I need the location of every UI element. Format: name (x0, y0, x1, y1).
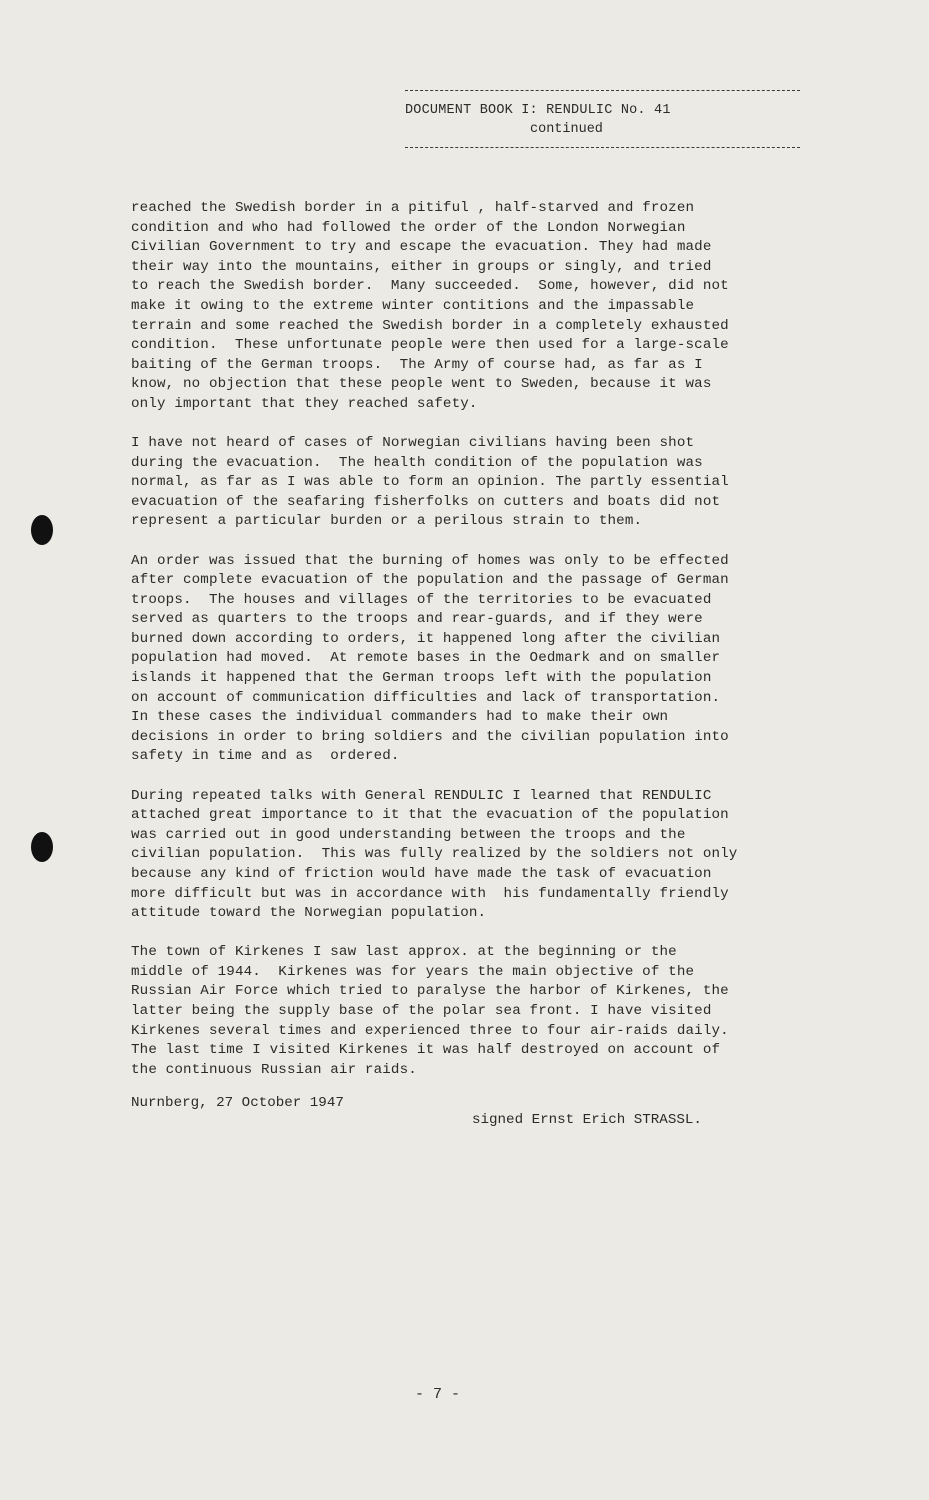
punch-hole (31, 832, 53, 862)
paragraph (131, 552, 821, 768)
text-line: more difficult but was in accordance with his fundamentally friendly (131, 885, 729, 902)
text-line: normal, as far as I was able to form an opinion. The partly essential (131, 474, 729, 491)
text-line: terrain and some reached the Swedish border in a completely exhausted (131, 317, 729, 334)
text-line: the continuous Russian air raids. (131, 1061, 417, 1078)
text-line: condition. These unfortunate people were then used for a large-scale (131, 337, 729, 354)
text-line: evacuation of the seafaring fisherfolks on cutters and boats did not (131, 493, 721, 510)
text-line: I have not heard of cases of Norwegian civilians having been shot (131, 435, 695, 452)
text-line: safety in time and as ordered. (131, 748, 400, 765)
text-line: Russian Air Force which tried to paralyse the harbor of Kirkenes, the (131, 983, 729, 1000)
paragraph (131, 943, 821, 1080)
document-book-title: DOCUMENT BOOK I: RENDULIC No. 41 (405, 103, 671, 118)
continued-label: continued (530, 122, 603, 137)
text-line: decisions in order to bring soldiers and the civilian population into (131, 728, 729, 745)
text-line: know, no objection that these people went to Sweden, because it was (131, 376, 712, 393)
text-line: condition and who had followed the order of the London Norwegian (131, 219, 686, 236)
text-line: Civilian Government to try and escape the evacuation. They had made (131, 239, 712, 256)
text-line: baiting of the German troops. The Army of course had, as far as I (131, 356, 703, 373)
paragraph (131, 787, 821, 924)
text-line: make it owing to the extreme winter contitions and the impassable (131, 297, 695, 314)
text-line: attitude toward the Norwegian population. (131, 905, 487, 922)
text-line: The last time I visited Kirkenes it was half destroyed on account of (131, 1042, 721, 1059)
text-line: only important that they reached safety. (131, 395, 478, 412)
text-line: An order was issued that the burning of homes was only to be effected (131, 552, 729, 569)
text-line: served as quarters to the troops and rear-guards, and if they were (131, 611, 703, 628)
document-header (405, 90, 805, 148)
header-rule-bottom (405, 147, 800, 148)
paragraph (131, 199, 821, 415)
text-line: their way into the mountains, either in groups or singly, and tried (131, 258, 712, 275)
text-line: on account of communication difficulties and lack of transportation. (131, 689, 721, 706)
place-and-date: Nurnberg, 27 October 1947 (131, 1095, 344, 1111)
text-line: was carried out in good understanding between the troops and the (131, 826, 686, 843)
text-line: During repeated talks with General RENDULIC I learned that RENDULIC (131, 787, 712, 804)
punch-hole (31, 515, 53, 545)
paragraph (131, 434, 821, 532)
text-line: burned down according to orders, it happened long after the civilian (131, 630, 721, 647)
affidavit-body (131, 199, 821, 1100)
text-line: to reach the Swedish border. Many succeeded. Some, however, did not (131, 278, 729, 295)
text-line: In these cases the individual commanders had to make their own (131, 709, 669, 726)
text-line: during the evacuation. The health condition of the population was (131, 454, 703, 471)
text-line: Kirkenes several times and experienced three to four air-raids daily. (131, 1022, 729, 1039)
text-line: reached the Swedish border in a pitiful , half-starved and frozen (131, 200, 695, 216)
text-line: population had moved. At remote bases in the Oedmark and on smaller (131, 650, 721, 667)
text-line: islands it happened that the German troops left with the population (131, 670, 712, 687)
text-line: latter being the supply base of the polar sea front. I have visited (131, 1002, 712, 1019)
text-line: because any kind of friction would have made the task of evacuation (131, 865, 712, 882)
text-line: middle of 1944. Kirkenes was for years the main objective of the (131, 963, 695, 980)
text-line: troops. The houses and villages of the territories to be evacuated (131, 591, 712, 608)
header-rule-top (405, 90, 800, 91)
signature-line: signed Ernst Erich STRASSL. (472, 1112, 702, 1128)
text-line: civilian population. This was fully realized by the soldiers not only (131, 846, 738, 863)
text-line: The town of Kirkenes I saw last approx. at the beginning or the (131, 944, 677, 961)
text-line: attached great importance to it that the evacuation of the population (131, 807, 729, 824)
page-number: - 7 - (415, 1386, 461, 1403)
text-line: after complete evacuation of the population and the passage of German (131, 572, 729, 589)
text-line: represent a particular burden or a perilous strain to them. (131, 513, 643, 530)
